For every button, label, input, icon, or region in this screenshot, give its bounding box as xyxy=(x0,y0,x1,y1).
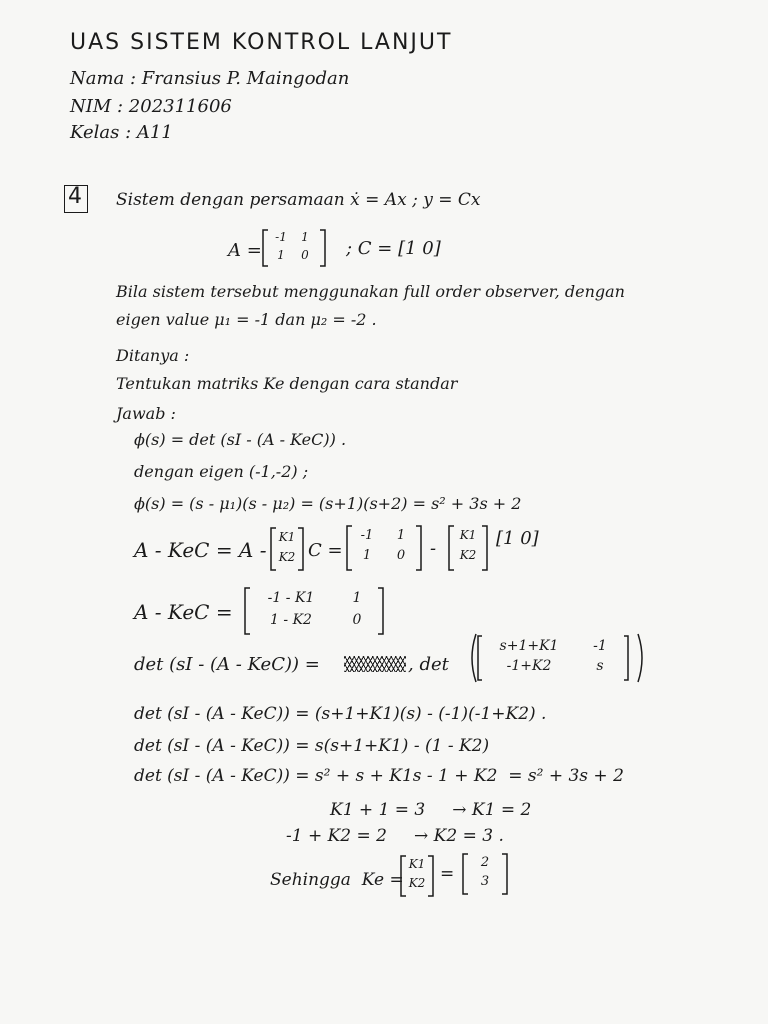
k-vector-cell: K1 xyxy=(459,528,477,542)
ke-vector-cell: K2 xyxy=(278,550,296,564)
a-minus-kec-cell: -1 - K1 xyxy=(267,590,315,606)
ditanya-label: Ditanya : xyxy=(116,346,190,365)
final-answer-label: Sehingga Ke = xyxy=(270,870,404,890)
det-matrix-cell: -1+K2 xyxy=(506,658,552,674)
k-vector-cell: K2 xyxy=(459,548,477,562)
question-intro: Sistem dengan persamaan ẋ = Ax ; y = Cx xyxy=(116,190,481,210)
final-result-vector xyxy=(462,852,508,896)
final-ke-vector xyxy=(400,854,434,898)
problem-line-2: eigen value μ₁ = -1 dan μ₂ = -2 . xyxy=(116,310,377,329)
a-matrix-cell: 1 xyxy=(396,528,406,543)
solution-line-9: det (sI - (A - KeC)) = s² + s + K1s - 1 + K2 = s² + 3s + 2 xyxy=(134,766,624,786)
exam-title: UAS SISTEM KONTROL LANJUT xyxy=(70,30,453,55)
solution-line-3: ϕ(s) = (s - μ₁)(s - μ₂) = (s+1)(s+2) = s² + 3s + 2 xyxy=(134,494,522,513)
solution-line-10: K1 + 1 = 3 → K1 = 2 xyxy=(330,800,532,820)
jawab-label: Jawab : xyxy=(116,404,176,423)
task-text: Tentukan matriks Ke dengan cara standar xyxy=(116,374,458,393)
solution-line-11: -1 + K2 = 2 → K2 = 3 . xyxy=(286,826,504,846)
final-result-cell: 3 xyxy=(480,874,490,889)
matrix-a-cell: -1 xyxy=(275,230,287,244)
solution-line-6-left: det (sI - (A - KeC)) = xyxy=(134,654,320,675)
final-ke-cell: K2 xyxy=(408,876,426,890)
c-row-vector: [1 0] xyxy=(496,528,539,549)
a-matrix-cell: 0 xyxy=(396,548,406,563)
a-minus-kec-cell: 1 xyxy=(352,590,362,606)
student-nim: NIM : 202311606 xyxy=(70,96,232,117)
matrix-a-label: A = xyxy=(228,240,262,261)
minus-sign: - xyxy=(430,538,437,559)
a-minus-kec-matrix xyxy=(244,586,384,636)
student-name: Nama : Fransius P. Maingodan xyxy=(70,68,350,89)
question-number: 4 xyxy=(68,184,82,209)
a-matrix-expanded xyxy=(346,524,422,572)
ke-vector xyxy=(270,526,304,572)
crossed-out-scribble xyxy=(344,656,406,672)
a-minus-kec-cell: 1 - K2 xyxy=(270,612,312,628)
matrix-a-cell: 0 xyxy=(301,248,309,262)
final-result-cell: 2 xyxy=(480,855,490,870)
det-matrix-cell: s+1+K1 xyxy=(499,638,559,654)
problem-line-1: Bila sistem tersebut menggunakan full order observer, dengan xyxy=(116,282,625,301)
det-matrix-cell: s xyxy=(596,658,604,674)
student-class: Kelas : A11 xyxy=(70,122,173,143)
matrix-a xyxy=(262,228,326,268)
matrix-c: ; C = [1 0] xyxy=(346,238,441,259)
matrix-a-cell: 1 xyxy=(277,248,285,262)
solution-line-4-mid: C = xyxy=(308,540,343,561)
solution-line-8: det (sI - (A - KeC)) = s(s+1+K1) - (1 - K2) xyxy=(134,736,490,756)
det-matrix xyxy=(466,632,654,684)
solution-line-1: ϕ(s) = det (sI - (A - KeC)) . xyxy=(134,430,347,449)
matrix-a-cell: 1 xyxy=(301,230,309,244)
det-matrix-cell: -1 xyxy=(593,638,607,654)
det-label: , det xyxy=(408,654,449,675)
solution-line-7: det (sI - (A - KeC)) = (s+1+K1)(s) - (-1)(-1+K2) . xyxy=(134,704,547,724)
solution-line-5-left: A - KeC = xyxy=(134,600,233,624)
k-vector xyxy=(448,524,488,572)
final-ke-cell: K1 xyxy=(408,857,426,871)
a-matrix-cell: -1 xyxy=(360,528,374,543)
ke-vector-cell: K1 xyxy=(278,530,296,544)
final-equals: = xyxy=(440,864,455,884)
a-minus-kec-cell: 0 xyxy=(352,612,362,628)
a-matrix-cell: 1 xyxy=(362,548,372,563)
solution-line-2: dengan eigen (-1,-2) ; xyxy=(134,462,309,481)
solution-line-4-left: A - KeC = A - xyxy=(134,538,267,562)
